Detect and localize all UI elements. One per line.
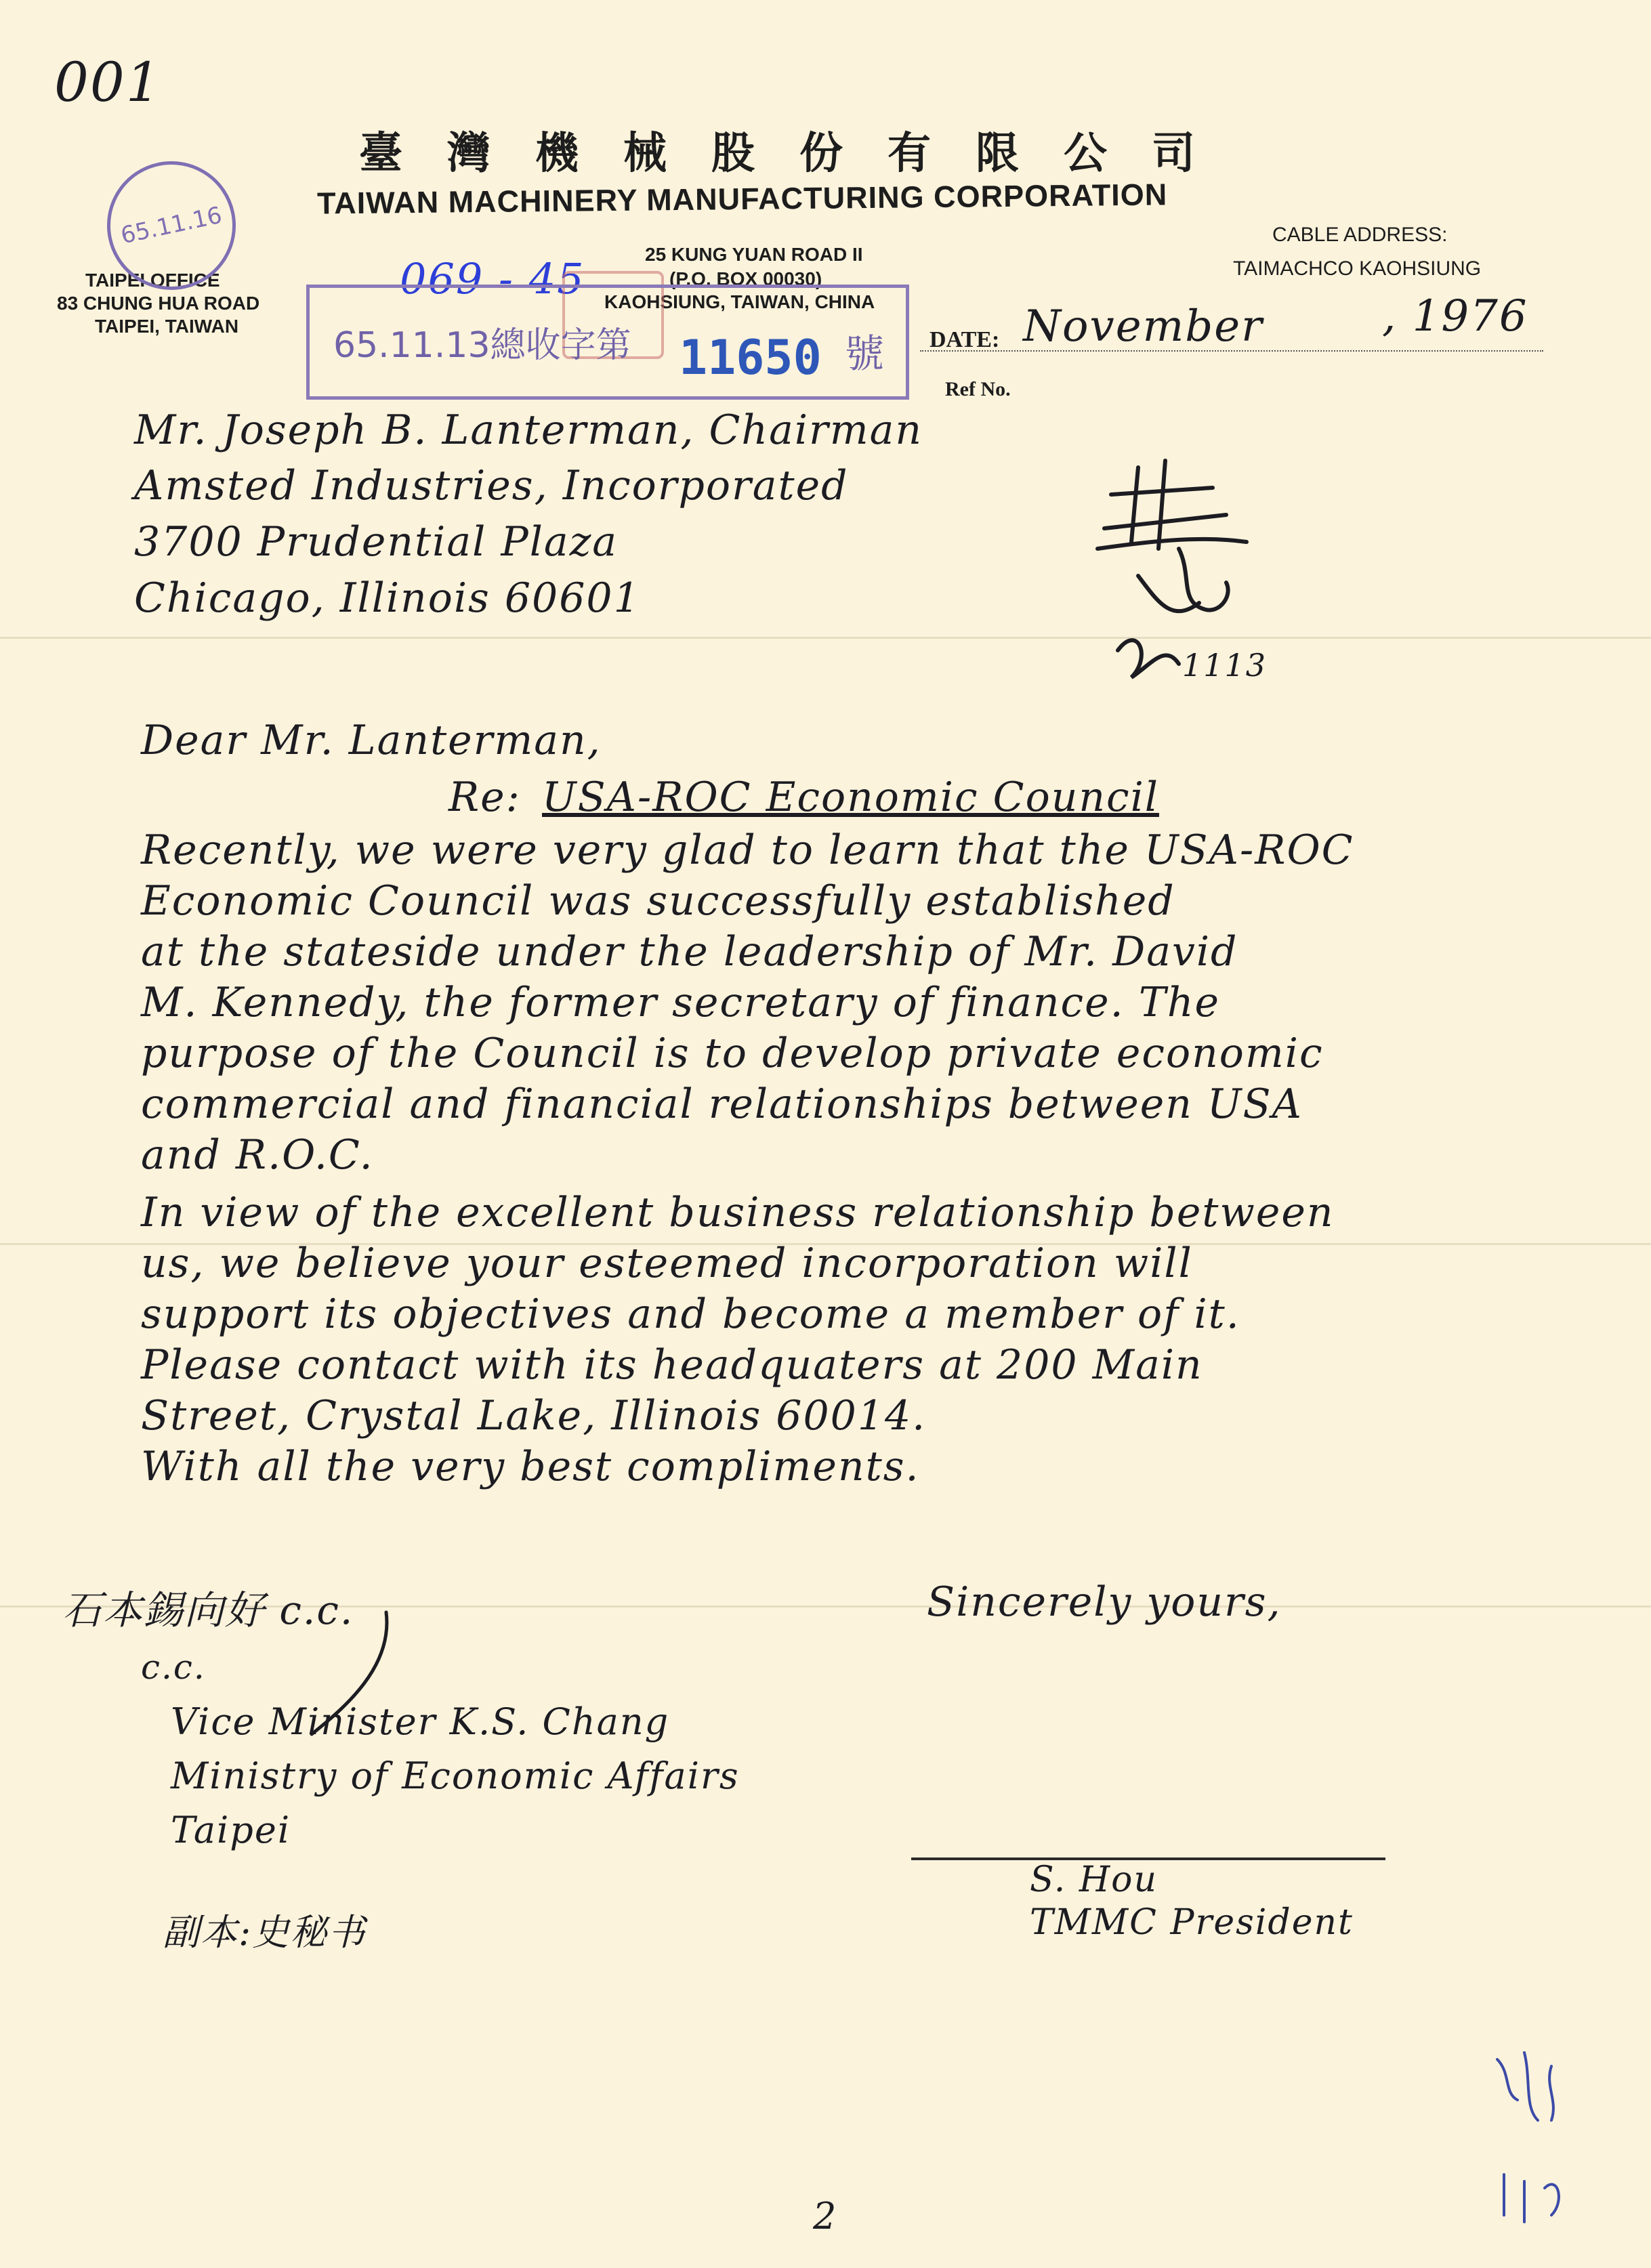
ref-label: Ref No.	[945, 378, 1011, 400]
body-line: us, we believe your esteemed incorporation will	[141, 1240, 1193, 1287]
hq-street: 25 KUNG YUAN ROAD II	[645, 244, 863, 265]
re-label: Re:	[448, 774, 521, 821]
re-subject: USA-ROC Economic Council	[542, 774, 1159, 821]
salutation: Dear Mr. Lanterman,	[141, 717, 602, 764]
hq-pobox: (P.O. BOX 00030)	[669, 268, 822, 289]
body-line: Street, Crystal Lake, Illinois 60014.	[141, 1392, 927, 1440]
date-label: DATE:	[929, 327, 1000, 352]
body-line: commercial and financial relationships between USA	[141, 1080, 1303, 1128]
cc-line: Vice Minister K.S. Chang	[171, 1700, 670, 1743]
registry-stamp	[306, 285, 909, 400]
cc-line: Taipei	[171, 1809, 291, 1851]
body-line: and R.O.C.	[141, 1131, 374, 1179]
closing: Sincerely yours,	[927, 1578, 1282, 1626]
body-line: Economic Council was successfully established	[141, 877, 1175, 925]
blue-initials-mark	[1484, 2039, 1619, 2242]
body-line: support its objectives and become a member of it.	[141, 1290, 1240, 1338]
body-line: With all the very best compliments.	[141, 1443, 920, 1490]
taipei-office-city: TAIPEI, TAIWAN	[95, 316, 239, 337]
body-line: purpose of the Council is to develop private economic	[141, 1030, 1324, 1077]
registry-suffix: 號	[845, 331, 885, 377]
chinese-note-cc: 石本錫向好 c.c.	[62, 1587, 354, 1633]
taipei-office-street: 83 CHUNG HUA ROAD	[57, 293, 260, 314]
date-year: , 1976	[1382, 291, 1528, 341]
received-date-stamp: 65.11.16	[95, 149, 247, 301]
handwritten-file-number: 069 - 45	[400, 254, 585, 303]
body-line: at the stateside under the leadership of Mr. David	[141, 928, 1238, 975]
signer-name: S. Hou	[1030, 1860, 1158, 1900]
body-line: Please contact with its headquaters at 200 Main	[141, 1341, 1203, 1389]
cable-address: TAIMACHCO KAOHSIUNG	[1233, 257, 1482, 280]
recipient-line: Chicago, Illinois 60601	[134, 574, 641, 622]
cable-label: CABLE ADDRESS:	[1272, 224, 1448, 246]
archive-number: 001	[54, 51, 162, 114]
recipient-line: Mr. Joseph B. Lanterman, Chairman	[134, 406, 923, 454]
marginal-note: 1113	[1182, 647, 1268, 684]
signer-title: TMMC President	[1030, 1902, 1354, 1943]
date-month: November	[1023, 301, 1263, 352]
chinese-note-copy: 副本:史秘书	[163, 1911, 367, 1954]
body-line: M. Kennedy, the former secretary of finance. The	[141, 979, 1220, 1026]
cc-label: c.c.	[141, 1647, 206, 1687]
cc-line: Ministry of Economic Affairs	[171, 1755, 740, 1797]
page-number: 2	[813, 2195, 838, 2238]
registry-number: 11650	[679, 330, 822, 385]
body-line: Recently, we were very glad to learn that the USA-ROC	[141, 826, 1354, 874]
recipient-line: 3700 Prudential Plaza	[134, 518, 619, 566]
company-english-name: TAIWAN MACHINERY MANUFACTURING CORPORATION	[316, 177, 1168, 221]
hq-city: KAOHSIUNG, TAIWAN, CHINA	[604, 291, 875, 312]
recipient-line: Amsted Industries, Incorporated	[134, 462, 849, 509]
paper-fold	[0, 637, 1651, 639]
company-chinese-name: 臺灣機械股份有限公司	[359, 129, 1240, 179]
taipei-office-label: TAIPEI OFFICE	[85, 270, 220, 291]
registry-received-text: 65.11.13總收字第	[333, 325, 631, 366]
date-rule	[920, 350, 1543, 352]
body-line: In view of the excellent business relationship between	[141, 1189, 1335, 1236]
